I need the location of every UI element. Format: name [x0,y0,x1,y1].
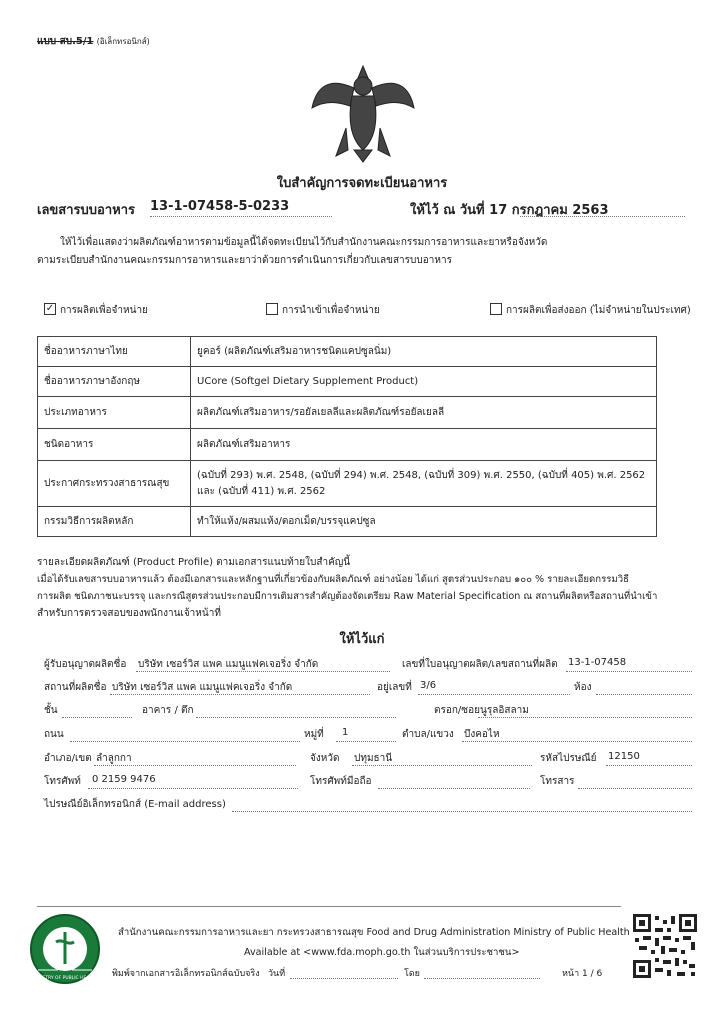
phone-label: โทรศัพท์ [44,776,81,787]
address-no-label: อยู่เลขที่ [377,682,412,693]
row-value: ผลิตภัณฑ์เสริมอาหาร/รอยัลเยลลีและผลิตภัณฑ์รอยัลเยลลี [191,397,657,429]
moph-logo [28,912,102,986]
address-no-value: 3/6 [420,680,437,691]
license-no-value: 13-1-07458 [568,657,627,668]
footer-date-label: วันที่ [268,969,286,979]
row-key: กรรมวิธีการผลิตหลัก [38,507,191,537]
table-row [38,461,657,507]
checkbox-import[interactable] [266,303,278,315]
zip-label: รหัสไปรษณีย์ [540,753,597,764]
room-label: ห้อง [574,682,592,693]
soi-label: ตรอก/ซอย [434,705,480,716]
product-info-table [37,336,657,537]
road-label: ถนน [44,729,64,740]
table-row [38,397,657,429]
mobile-label: โทรศัพท์มือถือ [310,776,372,787]
footer-divider [37,906,621,907]
row-value: (ฉบับที่ 293) พ.ศ. 2548, (ฉบับที่ 294) พ.ศ. 2548, (ฉบับที่ 309) พ.ศ. 2550, (ฉบับที่ 405) พ.ศ. 2562 และ (ฉบับที่ 411) พ.ศ. 2562 [191,461,657,507]
garuda-emblem [308,58,418,168]
row-key: ประกาศกระทรวงสาธารณสุข [38,461,191,507]
row-value: ทำให้แห้ง/ผสมแห้ง/ตอกเม็ด/บรรจุแคปซูล [191,507,657,537]
amphoe-value: ลำลูกกา [96,753,132,764]
building-label: อาคาร / ตึก [142,705,194,716]
floor-label: ชั้น [44,705,58,716]
table-row [38,429,657,461]
row-value: UCore (Softgel Dietary Supplement Product) [191,367,657,397]
tambon-label: ตำบล/แขวง [402,729,454,740]
profile-line-2: เมื่อได้รับเลขสารบบอาหารแล้ว ต้องมีเอกสารและหลักฐานที่เกี่ยวข้องกับผลิตภัณฑ์ อย่างน้อย ได้แก่ สูตรส่วนประกอบ ๑๐๐ % รายละเอียดกรรมวิธี [37,574,629,585]
footer-available: Available at <www.fda.moph.go.th ในส่วนบริการประชาชน> [244,947,520,958]
row-key: ประเภทอาหาร [38,397,191,429]
row-key: ชื่ออาหารภาษาไทย [38,337,191,367]
checkbox-import-label: การนำเข้าเพื่อจำหน่าย [282,305,380,316]
table-row [38,337,657,367]
issued-date: ให้ไว้ ณ วันที่ 17 กรกฎาคม 2563 [410,203,609,218]
soi-value: นูรุลอิสลาม [480,705,529,716]
footer-by-label: โดย [404,969,420,979]
row-key: ชื่ออาหารภาษาอังกฤษ [38,367,191,397]
form-code: แบบ สบ.5/1 (อิเล็กทรอนิกส์) [37,36,150,47]
zip-value: 12150 [608,751,640,762]
licensee-value: บริษัท เซอร์วิส แพค แมนูแฟคเจอริ่ง จำกัด [138,659,319,670]
province-value: ปทุมธานี [354,753,393,764]
checkbox-production[interactable]: ✓ [45,303,55,314]
footer-page: หน้า 1 / 6 [562,969,603,979]
amphoe-label: อำเภอ/เขต [44,753,92,764]
fax-label: โทรสาร [540,776,575,787]
licensee-label: ผู้รับอนุญาตผลิตชื่อ [44,659,127,670]
checkbox-export[interactable] [490,303,502,315]
row-value: ผลิตภัณฑ์เสริมอาหาร [191,429,657,461]
row-value: ยูคอร์ (ผลิตภัณฑ์เสริมอาหารชนิดแคปซูลนิ่ม) [191,337,657,367]
intro-line-2: ตามระเบียบสำนักงานคณะกรรมการอาหารและยาว่าด้วยการดำเนินการเกี่ยวกับเลขสารบบอาหาร [37,255,452,266]
tambon-value: บึงคอไห [464,729,500,740]
moo-label: หมู่ที่ [304,729,324,740]
qr-code [633,914,697,978]
profile-line-1: รายละเอียดผลิตภัณฑ์ (Product Profile) ตามเอกสารแนบท้ายใบสำคัญนี้ [37,557,351,568]
profile-line-4: สำหรับการตรวจสอบของพนักงานเจ้าหน้าที่ [37,608,221,619]
table-row [38,507,657,537]
document-title: ใบสำคัญการจดทะเบียนอาหาร [276,176,448,191]
table-row [38,367,657,397]
profile-line-3: การผลิต ชนิดภาชนะบรรจุ และกรณีสูตรส่วนประกอบมีการเติมสารสำคัญต้องจัดเตรียม Raw Material Specification ณ สถานที่ผลิตหรือสถานที่นำเข้า [37,591,658,602]
row-key: ชนิดอาหาร [38,429,191,461]
registration-label: เลขสารบบอาหาร [37,203,135,218]
registration-number: 13-1-07458-5-0233 [150,199,290,214]
place-value: บริษัท เซอร์วิส แพค แมนูแฟคเจอริ่ง จำกัด [112,682,293,693]
province-label: จังหวัด [310,753,340,764]
checkbox-production-label: การผลิตเพื่อจำหน่าย [60,305,148,316]
give-to-heading: ให้ไว้แก่ [339,632,385,647]
logo-text: MINISTRY OF PUBLIC HEALTH [32,976,98,981]
moo-value: 1 [342,727,349,738]
intro-line-1: ให้ไว้เพื่อแสดงว่าผลิตภัณฑ์อาหารตามข้อมูลนี้ได้จดทะเบียนไว้กับสำนักงานคณะกรรมการอาหารและยาหรือจังหวัด [60,237,548,248]
license-no-label: เลขที่ใบอนุญาตผลิต/เลขสถานที่ผลิต [402,659,558,670]
checkbox-export-label: การผลิตเพื่อส่งออก (ไม่จำหน่ายในประเทศ) [506,305,691,316]
footer-agency: สำนักงานคณะกรรมการอาหารและยา กระทรวงสาธารณสุข Food and Drug Administration Ministry of Public Health [118,927,630,938]
email-label: ไปรษณีย์อิเล็กทรอนิกส์ (E-mail address) [44,799,226,810]
phone-value: 0 2159 9476 [92,774,156,785]
place-label: สถานที่ผลิตชื่อ [44,682,107,693]
footer-printed: พิมพ์จากเอกสารอิเล็กทรอนิกส์ฉบับจริง [112,969,260,979]
